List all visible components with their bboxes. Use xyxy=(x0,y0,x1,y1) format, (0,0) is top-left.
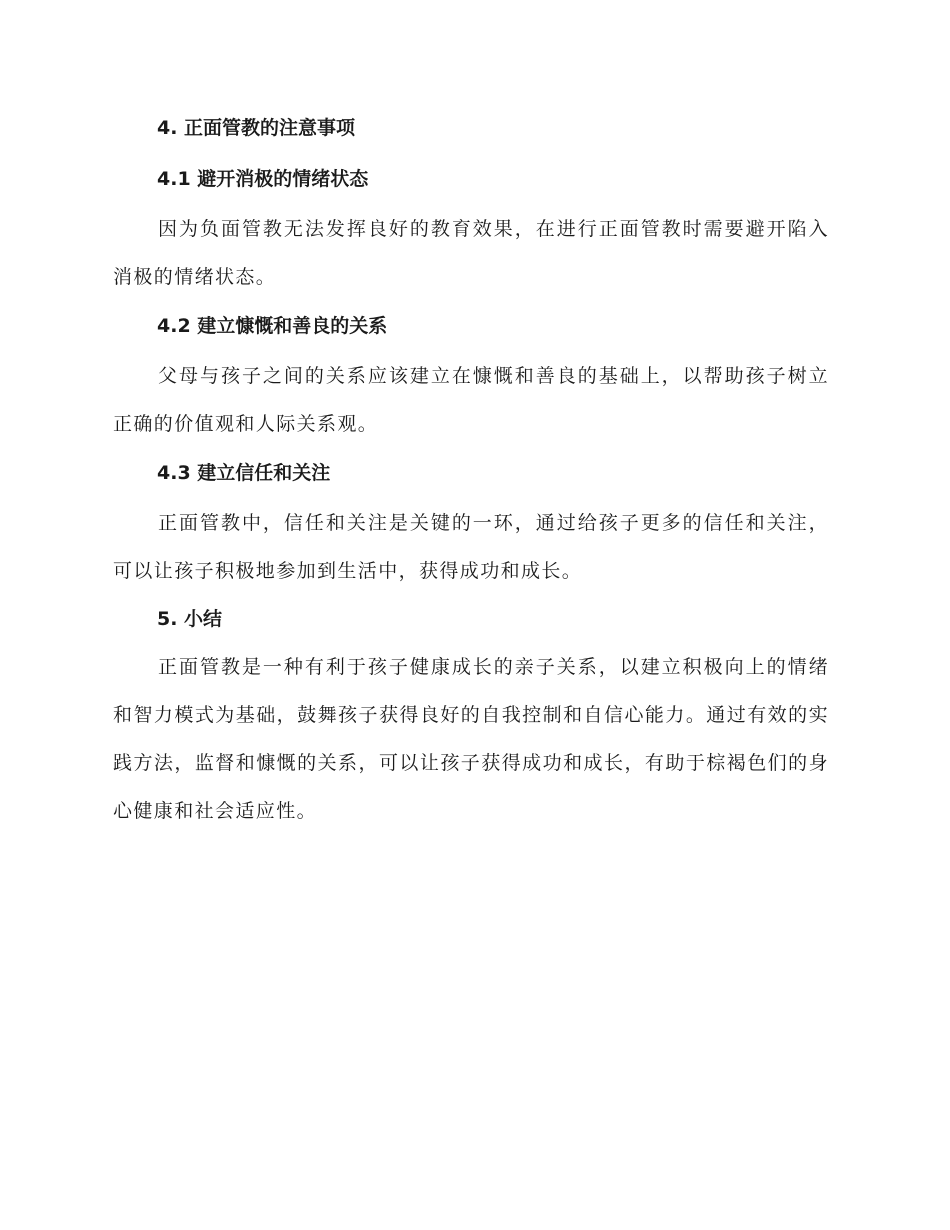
section-paragraph-4-2: 父母与孩子之间的关系应该建立在慷慨和善良的基础上，以帮助孩子树立正确的价值观和人际关系观。 xyxy=(113,365,829,435)
section-heading-4-2: 4.2 建立慷慨和善良的关系 xyxy=(157,315,388,337)
section-heading-5: 5. 小结 xyxy=(157,608,223,630)
section-paragraph-4-1: 因为负面管教无法发挥良好的教育效果，在进行正面管教时需要避开陷入消极的情绪状态。 xyxy=(113,218,829,288)
section-paragraph-5: 正面管教是一种有利于孩子健康成长的亲子关系，以建立积极向上的情绪和智力模式为基础，鼓舞孩子获得良好的自我控制和自信心能力。通过有效的实践方法，监督和慷慨的关系，可以让孩子获得成功和成长，有助于棕褐色们的身心健康和社会适应性。 xyxy=(113,656,829,822)
section-heading-4-3: 4.3 建立信任和关注 xyxy=(157,462,331,484)
section-heading-4-1: 4.1 避开消极的情绪状态 xyxy=(157,168,369,190)
section-paragraph-4-3: 正面管教中，信任和关注是关键的一环，通过给孩子更多的信任和关注，可以让孩子积极地参加到生活中，获得成功和成长。 xyxy=(113,512,829,582)
section-heading-4: 4. 正面管教的注意事项 xyxy=(157,117,356,139)
